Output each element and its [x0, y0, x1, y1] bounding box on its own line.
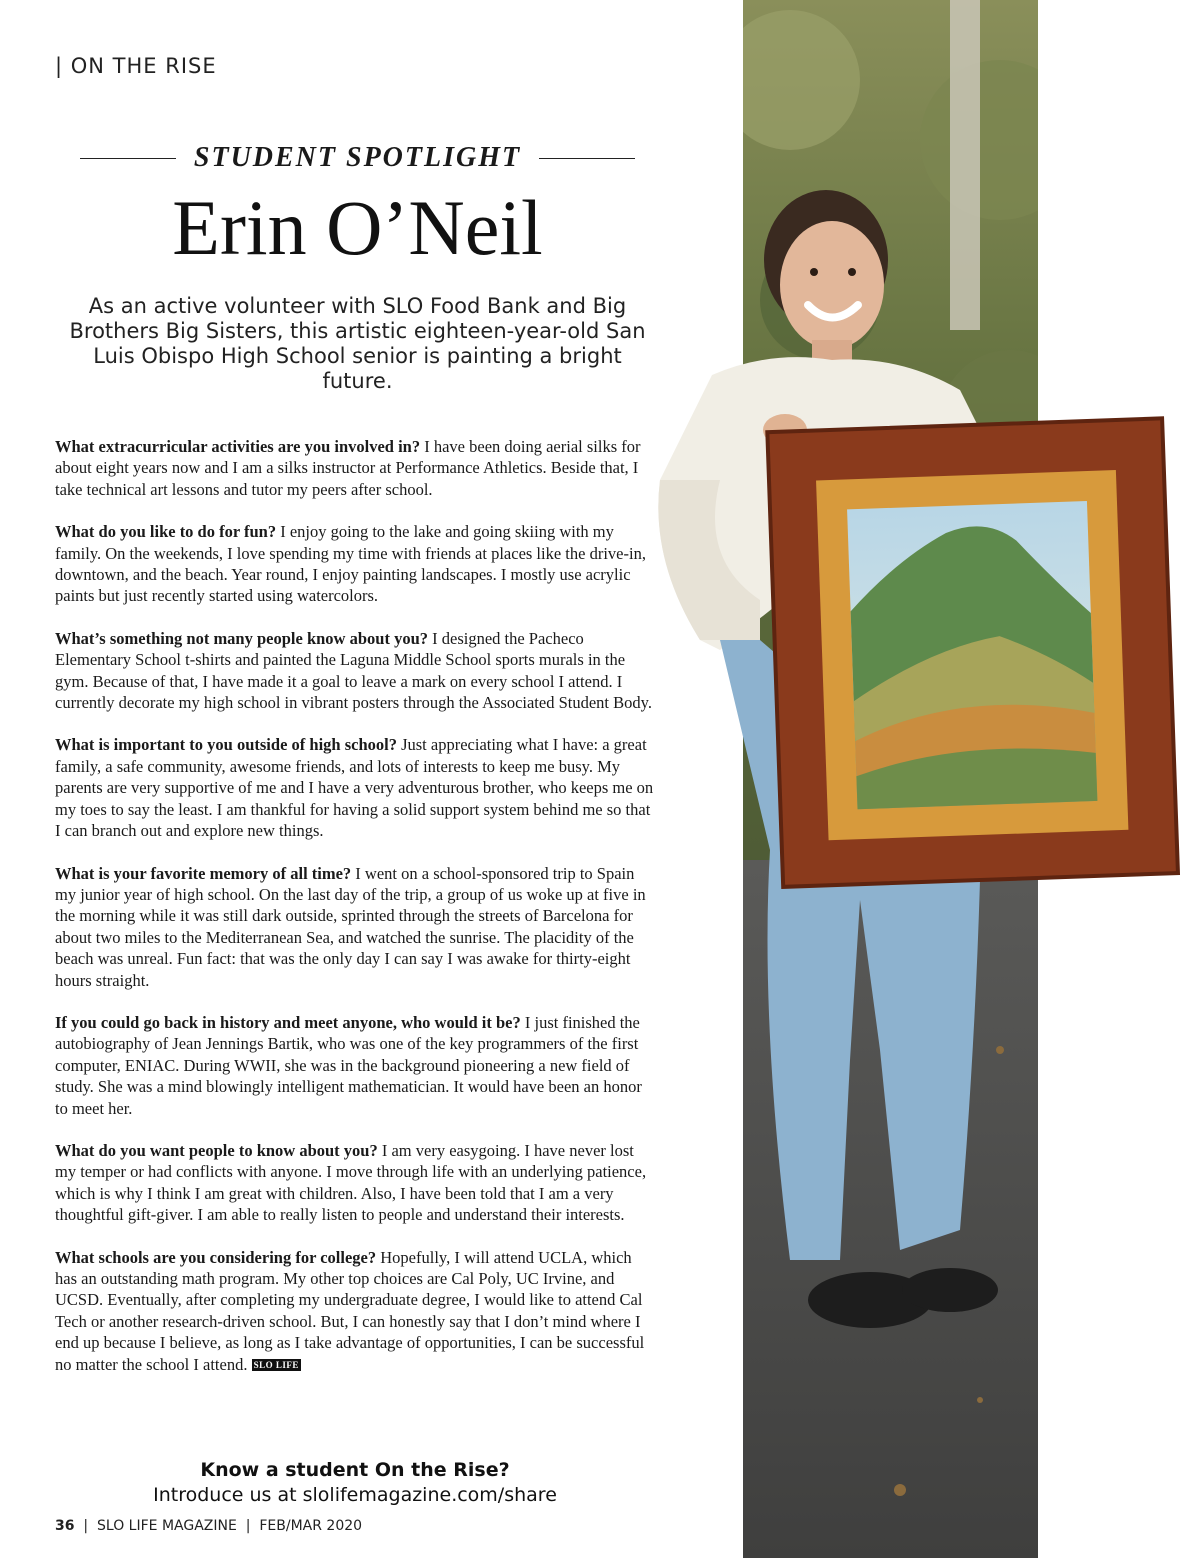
qa-item: [55, 521, 655, 607]
qa-item: [55, 1140, 655, 1226]
article-body: [55, 436, 655, 1396]
question: What schools are you considering for college?: [55, 1247, 377, 1267]
footer-separator: |: [236, 1518, 260, 1534]
qa-item: [55, 863, 655, 991]
qa-item: [55, 436, 655, 500]
question: What’s something not many people know about you?: [55, 628, 428, 648]
kicker-row: [80, 138, 635, 178]
kicker-rule-right: [539, 158, 635, 159]
page-number: 36: [55, 1518, 75, 1534]
answer: I have been doing aerial silks for about eight years now and I am a silks instructor at Performance Athletics. Beside that, I take technical art lessons and tutor my peers after school.: [55, 437, 641, 499]
question: What extracurricular activities are you involved in?: [55, 437, 421, 456]
issue-date: FEB/MAR 2020: [259, 1518, 363, 1534]
qa-item: [55, 628, 655, 714]
question: What is your favorite memory of all time?: [55, 863, 352, 883]
dek: As an active volunteer with SLO Food Bank and Big Brothers Big Sisters, this artistic eighteen-year-old San Luis Obispo High School senior is painting a bright future.: [69, 294, 646, 393]
magazine-name: SLO LIFE MAGAZINE: [97, 1518, 237, 1534]
question: What do you want people to know about you?: [55, 1140, 378, 1160]
answer: I am very easygoing. I have never lost my temper or had conflicts with anyone. I move through life with an underlying patience, which is why I think I am great with children. Also, I have been told that I am a very thoughtful gift-giver. I am able to really listen to people and understand their interests.: [55, 1140, 647, 1225]
answer: Hopefully, I will attend UCLA, which has an outstanding math program. My other top choices are Cal Poly, UC Irvine, and UCSD. Eventually, after completing my undergraduate degree, I would like to attend Cal Tech or another research-driven school. But, I can honestly say that I don’t mind where I end up because I believe, as long as I take advantage of opportunities, I can be successful no matter the school I attend.: [55, 1247, 645, 1374]
answer: I designed the Pacheco Elementary School t-shirts and painted the Laguna Middle School sports murals in the gym. Because of that, I have made it a goal to leave a mark on every school I attend. I currently decorate my high school in vibrant posters through the Associated Student Body.: [55, 628, 652, 713]
question: What do you like to do for fun?: [55, 522, 277, 542]
answer: I enjoy going to the lake and going skiing with my family. On the weekends, I love spending my time with friends at places like the drive-in, downtown, and the beach. Year round, I enjoy painting landscapes. I mostly use acrylic paints but just recently started using watercolors.: [55, 522, 646, 606]
framed-painting: [767, 418, 1178, 887]
qa-item: [55, 1247, 655, 1375]
answer: Just appreciating what I have: a great family, a safe community, awesome friends, and lots of interests to keep me busy. My parents are very supportive of me and I have a very adventurous brother, who keeps me on my toes to say the least. I am thankful for having a solid support system behind me so that I can branch out and explore new things.: [55, 735, 654, 841]
cta-heading: Know a student On the Rise?: [200, 1459, 510, 1481]
question: What is important to you outside of high school?: [55, 735, 397, 755]
page-footer: [55, 1518, 362, 1534]
question: If you could go back in history and meet anyone, who would it be?: [55, 1012, 521, 1032]
qa-item: [55, 734, 655, 841]
cta-link-text[interactable]: Introduce us at slolifemagazine.com/share: [153, 1484, 557, 1506]
kicker: STUDENT SPOTLIGHT: [193, 142, 522, 173]
kicker-rule-left: [80, 158, 176, 159]
end-mark-logo: SLO LIFE: [253, 1359, 299, 1370]
page-title: Erin O’Neil: [172, 184, 543, 271]
student-photo: [640, 0, 1200, 1558]
section-label: | ON THE RISE: [55, 54, 217, 78]
answer: I went on a school-sponsored trip to Spain my junior year of high school. On the last day of the trip, a group of us woke up at five in the morning while it was still dark outside, sprinted through the streets of Barcelona for about two miles to the Mediterranean Sea, and watched the sunrise. The placidity of the beach was unreal. Fun fact: that was the only day I can say I was awake for thirty-eight hours straight.: [55, 863, 646, 990]
footer-separator: |: [74, 1518, 98, 1534]
answer: I just finished the autobiography of Jean Jennings Bartik, who was one of the key programmers of the first computer, ENIAC. During WWII, she was in the background pioneering a new field of study. She was a mind blowingly intelligent mathematician. It would have been an honor to meet her.: [55, 1012, 642, 1118]
call-to-action: [55, 1458, 655, 1508]
qa-item: [55, 1012, 655, 1119]
